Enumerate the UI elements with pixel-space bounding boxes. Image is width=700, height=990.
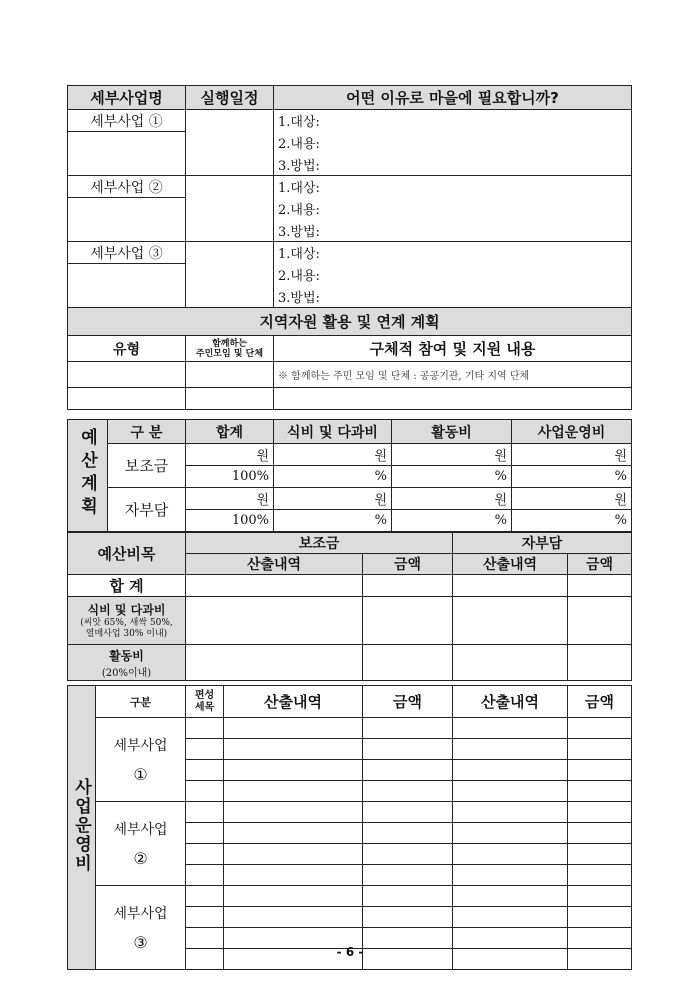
op-cell[interactable] — [453, 739, 568, 760]
operation-header-calc-2: 산출내역 — [453, 686, 568, 718]
food-self-amount[interactable] — [568, 597, 632, 645]
resource-content-header: 구체적 참여 및 지원 내용 — [274, 336, 632, 362]
subproject-3-name: 세부사업 ③ — [68, 242, 186, 264]
budget-items-title: 예산비목 — [68, 533, 186, 575]
operation-header-amount-2: 금액 — [568, 686, 632, 718]
food-self-calc[interactable] — [453, 597, 568, 645]
operation-header-item — [186, 686, 224, 718]
op-cell[interactable] — [186, 907, 224, 928]
op-cell[interactable] — [363, 886, 453, 907]
activity-self-amount[interactable] — [568, 645, 632, 681]
resource-note: ※ 함께하는 주민 모임 및 단체 : 공공기관, 기타 지역 단체 — [274, 362, 632, 388]
budget-items-subsidy-amount: 금액 — [363, 554, 453, 575]
op-cell[interactable] — [224, 886, 363, 907]
operation-header-calc-1: 산출내역 — [224, 686, 363, 718]
op-cell[interactable] — [224, 802, 363, 823]
operation-sub-1-name: 세부사업 — [113, 738, 168, 754]
self-total-pct[interactable]: 100% — [186, 510, 274, 532]
resource-org-header-line1: 함께하는 — [212, 338, 247, 349]
operation-sub-2 — [96, 802, 186, 886]
budget-plan-side-label — [68, 420, 108, 532]
self-operation-won[interactable]: 원 — [512, 488, 632, 510]
budget-plan-table — [67, 419, 632, 532]
op-cell[interactable] — [363, 823, 453, 844]
total-self-amount[interactable] — [568, 575, 632, 597]
header-schedule: 실행일정 — [186, 86, 274, 110]
food-note-1: (씨앗 65%, 새싹 50%, — [80, 618, 173, 628]
budget-items-total: 합 계 — [68, 575, 186, 597]
self-activity-won[interactable]: 원 — [392, 488, 512, 510]
subproject-2-name: 세부사업 ② — [68, 176, 186, 198]
op-cell[interactable] — [363, 907, 453, 928]
op-cell[interactable] — [224, 718, 363, 739]
subsidy-food-pct[interactable]: % — [274, 466, 392, 488]
resource-content-2[interactable] — [274, 388, 632, 410]
subproject-2-line-2[interactable]: 2.내용: — [274, 198, 632, 220]
subproject-1-line-2[interactable]: 2.내용: — [274, 132, 632, 154]
op-cell[interactable] — [363, 865, 453, 886]
food-note-2: 열매사업 30% 이내) — [85, 629, 168, 639]
budget-plan-header-activity: 활동비 — [392, 420, 512, 444]
op-cell[interactable] — [186, 823, 224, 844]
total-self-calc[interactable] — [453, 575, 568, 597]
op-cell[interactable] — [568, 718, 632, 739]
op-cell[interactable] — [186, 718, 224, 739]
subproject-1-name: 세부사업 ① — [68, 110, 186, 132]
operation-side-text: 사업운영비 — [71, 778, 91, 873]
activity-note: (20%이내) — [101, 667, 152, 679]
budget-plan-header-total: 합계 — [186, 420, 274, 444]
operation-sub-2-num: ② — [133, 849, 148, 868]
activity-self-calc[interactable] — [453, 645, 568, 681]
op-cell[interactable] — [186, 844, 224, 865]
op-cell[interactable] — [186, 865, 224, 886]
activity-cell — [68, 645, 186, 681]
op-cell[interactable] — [224, 823, 363, 844]
op-cell[interactable] — [568, 739, 632, 760]
budget-items-self-amount: 금액 — [568, 554, 632, 575]
op-cell[interactable] — [224, 760, 363, 781]
op-cell[interactable] — [186, 739, 224, 760]
operation-sub-2-name: 세부사업 — [113, 822, 168, 838]
operation-sub-1-num: ① — [133, 765, 148, 784]
subsidy-food-won[interactable]: 원 — [274, 444, 392, 466]
op-cell[interactable] — [363, 760, 453, 781]
resource-type-2[interactable] — [68, 388, 186, 410]
resource-org-1[interactable] — [186, 362, 274, 388]
op-cell[interactable] — [363, 718, 453, 739]
subproject-3-line-2[interactable]: 2.내용: — [274, 264, 632, 286]
subproject-2-name-blank[interactable] — [68, 198, 186, 242]
food-title: 식비 및 다과비 — [87, 603, 166, 617]
plan-table — [67, 85, 632, 410]
resource-title: 지역자원 활용 및 연계 계획 — [68, 308, 632, 336]
resource-org-header-line2: 주민모임 및 단체 — [195, 348, 264, 359]
operation-table — [67, 685, 632, 970]
op-cell[interactable] — [568, 781, 632, 802]
op-cell[interactable] — [453, 718, 568, 739]
op-cell[interactable] — [568, 865, 632, 886]
activity-subsidy-amount[interactable] — [363, 645, 453, 681]
operation-sub-3-name: 세부사업 — [113, 906, 168, 922]
budget-items-self: 자부담 — [453, 533, 632, 554]
op-cell[interactable] — [453, 781, 568, 802]
op-cell[interactable] — [568, 760, 632, 781]
subsidy-total-won[interactable]: 원 — [186, 444, 274, 466]
op-cell[interactable] — [186, 781, 224, 802]
subproject-2-line-1[interactable]: 1.대상: — [274, 176, 632, 198]
self-activity-pct[interactable]: % — [392, 510, 512, 532]
op-cell[interactable] — [363, 802, 453, 823]
subsidy-operation-won[interactable]: 원 — [512, 444, 632, 466]
operation-header-amount-1: 금액 — [363, 686, 453, 718]
operation-header-div: 구분 — [96, 686, 186, 718]
op-cell[interactable] — [453, 907, 568, 928]
subproject-1-line-3[interactable]: 3.방법: — [274, 154, 632, 176]
subproject-3-line-3[interactable]: 3.방법: — [274, 286, 632, 308]
self-total-won[interactable]: 원 — [186, 488, 274, 510]
subsidy-activity-pct[interactable]: % — [392, 466, 512, 488]
operation-sub-1 — [96, 718, 186, 802]
op-cell[interactable] — [224, 907, 363, 928]
total-subsidy-amount[interactable] — [363, 575, 453, 597]
op-cell[interactable] — [453, 802, 568, 823]
budget-plan-header-div: 구 분 — [108, 420, 186, 444]
op-cell[interactable] — [453, 886, 568, 907]
op-cell[interactable] — [224, 844, 363, 865]
subproject-2-line-3[interactable]: 3.방법: — [274, 220, 632, 242]
budget-plan-side-text: 예산계획 — [77, 427, 97, 520]
op-cell[interactable] — [453, 823, 568, 844]
total-subsidy-calc[interactable] — [186, 575, 363, 597]
subproject-1-line-1[interactable]: 1.대상: — [274, 110, 632, 132]
subsidy-operation-pct[interactable]: % — [512, 466, 632, 488]
subproject-3-schedule[interactable] — [186, 242, 274, 308]
operation-side-label — [68, 686, 96, 970]
op-cell[interactable] — [224, 781, 363, 802]
op-cell[interactable] — [568, 886, 632, 907]
subproject-1-name-blank[interactable] — [68, 132, 186, 176]
subproject-2-schedule[interactable] — [186, 176, 274, 242]
budget-plan-subsidy-label: 보조금 — [108, 444, 186, 488]
budget-items-subsidy-calc: 산출내역 — [186, 554, 363, 575]
self-food-won[interactable]: 원 — [274, 488, 392, 510]
operation-header-item-line1: 편성 — [194, 689, 215, 701]
op-cell[interactable] — [568, 802, 632, 823]
op-cell[interactable] — [453, 865, 568, 886]
operation-header-item-line2: 세목 — [194, 701, 215, 713]
subsidy-activity-won[interactable]: 원 — [392, 444, 512, 466]
food-cell — [68, 597, 186, 645]
food-subsidy-amount[interactable] — [363, 597, 453, 645]
header-subproject-name: 세부사업명 — [68, 86, 186, 110]
budget-plan-header-operation: 사업운영비 — [512, 420, 632, 444]
subproject-3-line-1[interactable]: 1.대상: — [274, 242, 632, 264]
budget-plan-header-food: 식비 및 다과비 — [274, 420, 392, 444]
resource-org-2[interactable] — [186, 388, 274, 410]
op-cell[interactable] — [224, 739, 363, 760]
op-cell[interactable] — [186, 760, 224, 781]
subsidy-total-pct[interactable]: 100% — [186, 466, 274, 488]
op-cell[interactable] — [453, 844, 568, 865]
op-cell[interactable] — [186, 886, 224, 907]
budget-items-self-calc: 산출내역 — [453, 554, 568, 575]
op-cell[interactable] — [363, 844, 453, 865]
self-food-pct[interactable]: % — [274, 510, 392, 532]
budget-plan-self-label: 자부담 — [108, 488, 186, 532]
subproject-3-name-blank[interactable] — [68, 264, 186, 308]
subproject-1-schedule[interactable] — [186, 110, 274, 176]
op-cell[interactable] — [363, 739, 453, 760]
operation-sub-3-num: ③ — [133, 933, 148, 952]
activity-subsidy-calc[interactable] — [186, 645, 363, 681]
header-reason: 어떤 이유로 마을에 필요합니까? — [274, 86, 632, 110]
op-cell[interactable] — [568, 823, 632, 844]
page-number: - 6 - — [336, 945, 364, 959]
resource-type-header: 유형 — [68, 336, 186, 362]
resource-type-1[interactable] — [68, 362, 186, 388]
food-subsidy-calc[interactable] — [186, 597, 363, 645]
activity-title: 활동비 — [109, 648, 144, 663]
op-cell[interactable] — [568, 844, 632, 865]
op-cell[interactable] — [224, 865, 363, 886]
op-cell[interactable] — [363, 781, 453, 802]
self-operation-pct[interactable]: % — [512, 510, 632, 532]
budget-items-table — [67, 532, 632, 681]
resource-org-header — [186, 336, 274, 362]
op-cell[interactable] — [186, 802, 224, 823]
budget-items-subsidy: 보조금 — [186, 533, 453, 554]
op-cell[interactable] — [568, 907, 632, 928]
op-cell[interactable] — [453, 760, 568, 781]
